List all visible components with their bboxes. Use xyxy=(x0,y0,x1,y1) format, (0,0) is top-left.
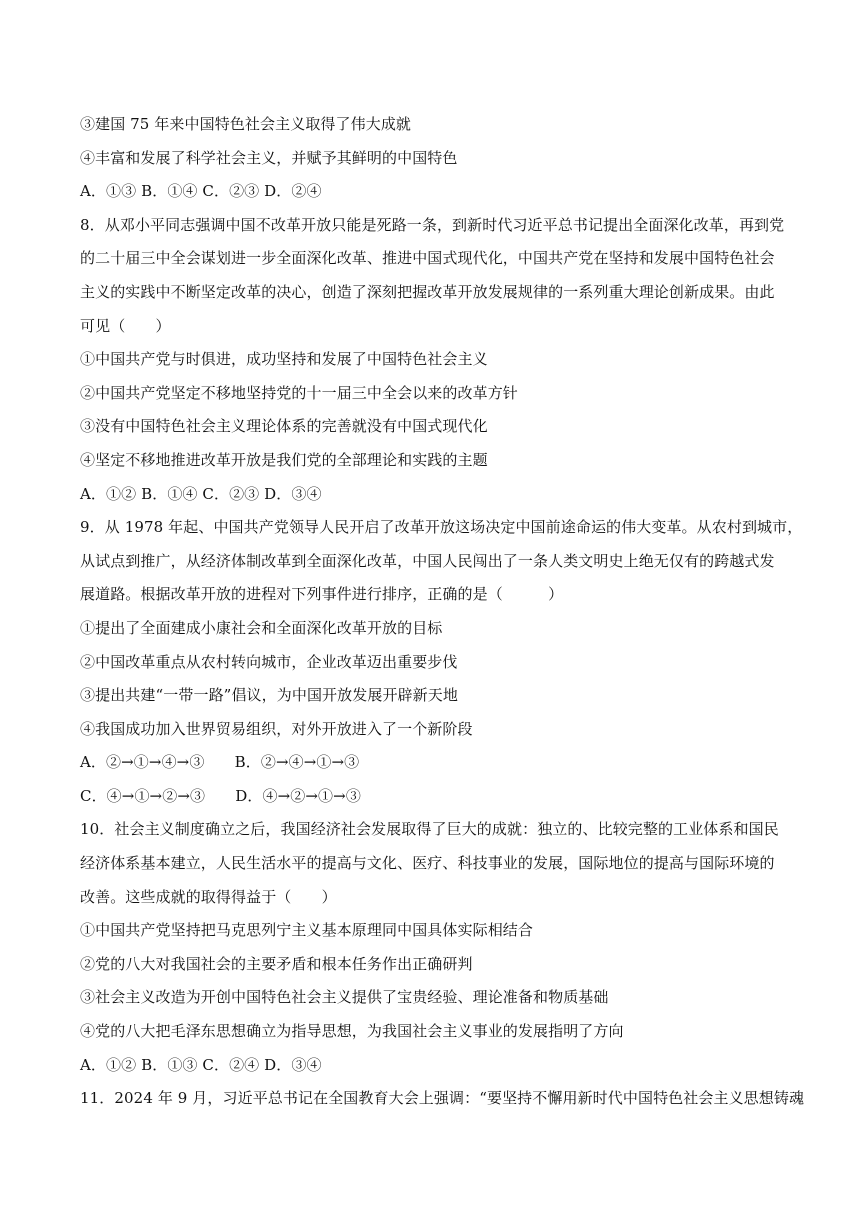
question-8-stem: 的二十届三中全会谋划进一步全面深化改革、推进中国式现代化，中国共产党在坚持和发展中国特色社会 xyxy=(80,249,775,268)
option-line: ④我国成功加入世界贸易组织，对外开放进入了一个新阶段 xyxy=(80,719,473,738)
question-10-stem: 10．社会主义制度确立之后，我国经济社会发展取得了巨大的成就：独立的、比较完整的工业体系和国民 xyxy=(80,820,779,839)
option-line: ③提出共建“一带一路”倡议，为中国开放发展开辟新天地 xyxy=(80,686,458,705)
answer-choices: A．①② B．①④ C．②③ D．③④ xyxy=(80,484,322,503)
question-8-stem: 主义的实践中不断坚定改革的决心，创造了深刻把握改革开放发展规律的一系列重大理论创新成果。由此 xyxy=(80,282,775,301)
option-line: ①中国共产党坚持把马克思列宁主义基本原理同中国具体实际相结合 xyxy=(80,921,534,940)
option-line: ④党的八大把毛泽东思想确立为指导思想，为我国社会主义事业的发展指明了方向 xyxy=(80,1022,624,1041)
answer-choices: A．①③ B．①④ C．②③ D．②④ xyxy=(80,182,322,201)
question-9-stem: 从试点到推广，从经济体制改革到全面深化改革，中国人民闯出了一条人类文明史上绝无仅有的跨越式发 xyxy=(80,551,775,570)
answer-choices: A．①② B．①③ C．②④ D．③④ xyxy=(80,1055,322,1074)
question-8-stem: 可见（ ） xyxy=(80,316,171,335)
question-10-stem: 经济体系基本建立，人民生活水平的提高与文化、医疗、科技事业的发展，国际地位的提高与国际环境的 xyxy=(80,854,775,873)
question-9-stem: 9．从 1978 年起、中国共产党领导人民开启了改革开放这场决定中国前途命运的伟大变革。从农村到城市， xyxy=(80,518,803,537)
option-line: ②党的八大对我国社会的主要矛盾和根本任务作出正确研判 xyxy=(80,954,473,973)
option-line: ②中国改革重点从农村转向城市，企业改革迈出重要步伐 xyxy=(80,652,458,671)
question-10-stem: 改善。这些成就的取得得益于（ ） xyxy=(80,887,337,906)
option-line: ①中国共产党与时俱进，成功坚持和发展了中国特色社会主义 xyxy=(80,350,488,369)
option-line: ③没有中国特色社会主义理论体系的完善就没有中国式现代化 xyxy=(80,417,488,436)
option-line: ③社会主义改造为开创中国特色社会主义提供了宝贵经验、理论准备和物质基础 xyxy=(80,988,609,1007)
option-line: ②中国共产党坚定不移地坚持党的十一届三中全会以来的改革方针 xyxy=(80,383,518,402)
option-line: ①提出了全面建成小康社会和全面深化改革开放的目标 xyxy=(80,618,443,637)
document-body xyxy=(80,108,805,1116)
option-line: ④丰富和发展了科学社会主义，并赋予其鲜明的中国特色 xyxy=(80,148,458,167)
question-11-stem: 11．2024 年 9 月，习近平总书记在全国教育大会上强调：“要坚持不懈用新时代中国特色社会主义思想铸魂 xyxy=(80,1089,805,1108)
question-9-stem: 展道路。根据改革开放的进程对下列事件进行排序，正确的是（ ） xyxy=(80,585,564,604)
answer-choices: C．④→①→②→③ D．④→②→①→③ xyxy=(80,786,361,805)
option-line: ④坚定不移地推进改革开放是我们党的全部理论和实践的主题 xyxy=(80,450,488,469)
question-8-stem: 8．从邓小平同志强调中国不改革开放只能是死路一条，到新时代习近平总书记提出全面深化改革，再到党 xyxy=(80,215,785,234)
answer-choices: A．②→①→④→③ B．②→④→①→③ xyxy=(80,753,360,772)
option-line: ③建国 75 年来中国特色社会主义取得了伟大成就 xyxy=(80,115,412,133)
